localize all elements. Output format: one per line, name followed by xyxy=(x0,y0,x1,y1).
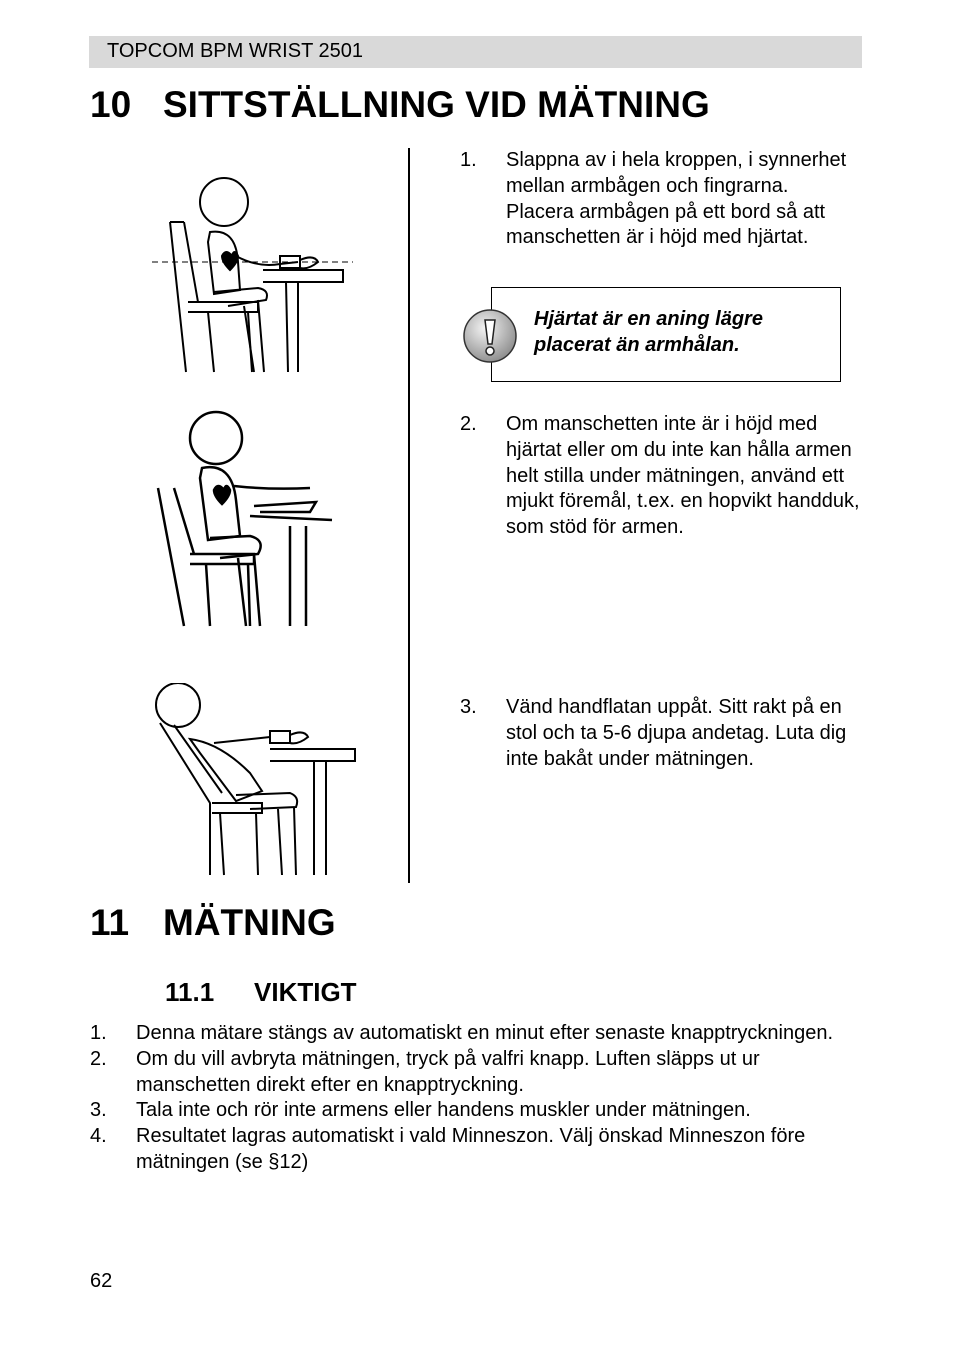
list-item-number: 3. xyxy=(90,1099,107,1122)
step-1-number: 1. xyxy=(460,149,477,171)
header-title: TOPCOM BPM WRIST 2501 xyxy=(107,40,363,62)
section-11-number: 11 xyxy=(90,902,130,943)
section-11-1-heading xyxy=(165,977,357,1008)
list-item-text: Denna mätare stängs av automatiskt en minut efter senaste knapptryckningen. xyxy=(136,1022,834,1044)
list-item-number: 1. xyxy=(90,1022,107,1044)
step-1 xyxy=(460,148,860,251)
warning-exclamation-icon xyxy=(462,308,518,364)
step-2-text: Om manschetten inte är i höjd med hjärtat eller om du inte kan hålla armen helt stilla under mätningen, använd ett mjukt föremål, t.ex. en hopvikt handduk, som stöd för armen. xyxy=(506,413,860,539)
section-10-heading xyxy=(90,84,710,126)
list-item-number: 2. xyxy=(90,1047,107,1070)
list-item-text: Om du vill avbryta mätningen, tryck på valfri knapp. Luften släpps ut ur manschetten direkt efter en knapptryckning. xyxy=(136,1047,760,1096)
step-2-number: 2. xyxy=(460,413,477,435)
figure-sitting-posture-3 xyxy=(150,683,360,883)
column-divider xyxy=(408,148,410,883)
step-3-text: Vänd handflatan uppåt. Sitt rakt på en stol och ta 5-6 djupa andetag. Luta dig inte bakåt under mätningen. xyxy=(506,696,847,770)
section-11-1-number: 11.1 xyxy=(165,977,215,1007)
list-item xyxy=(90,1047,860,1099)
note-text: Hjärtat är en aning lägre placerat än armhålan. xyxy=(534,308,763,356)
list-item xyxy=(90,1098,860,1124)
figure-sitting-posture-1 xyxy=(148,172,358,382)
section-10-title: SITTSTÄLLNING VID MÄTNING xyxy=(163,84,710,125)
list-item-text: Tala inte och rör inte armens eller handens muskler under mätningen. xyxy=(136,1099,751,1122)
section-11-heading xyxy=(90,902,336,944)
important-list xyxy=(90,1021,860,1176)
step-3-number: 3. xyxy=(460,696,477,718)
section-11-1-title: VIKTIGT xyxy=(254,977,357,1007)
list-item xyxy=(90,1124,860,1176)
step-3 xyxy=(460,695,860,772)
section-10-number: 10 xyxy=(90,84,132,125)
step-2 xyxy=(460,412,860,541)
section-11-title: MÄTNING xyxy=(163,902,336,943)
page-number: 62 xyxy=(90,1270,113,1292)
list-item-number: 4. xyxy=(90,1125,107,1148)
list-item xyxy=(90,1021,860,1047)
figure-sitting-posture-2 xyxy=(150,408,350,633)
list-item-text: Resultatet lagras automatiskt i vald Minneszon. Välj önskad Minneszon före mätningen (se §12) xyxy=(136,1125,806,1173)
step-1-text: Slappna av i hela kroppen, i synnerhet mellan armbågen och fingrarna. Placera armbågen på ett bord så att manschetten är i höjd med hjärtat. xyxy=(506,149,847,249)
